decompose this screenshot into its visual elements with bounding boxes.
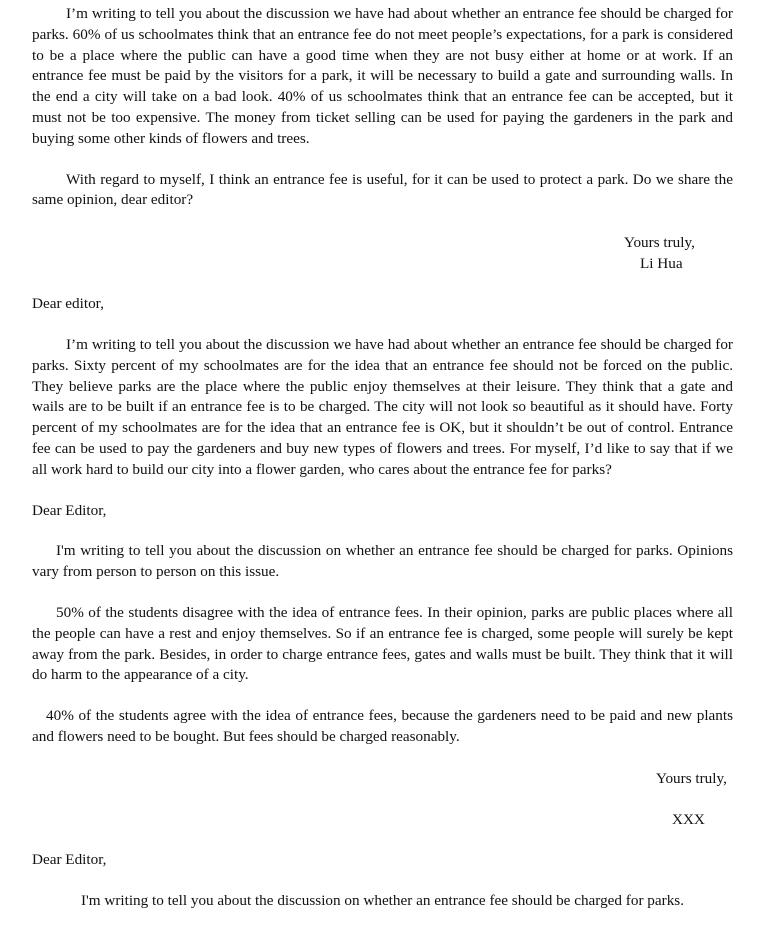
letter1-paragraph-2: With regard to myself, I think an entrance fee is useful, for it can be used to protect a park. Do we share the same opinion, dear editor? [32,170,733,209]
letter3-paragraph-2: 50% of the students disagree with the idea of entrance fees. In their opinion, parks are public places where all the people can have a rest and enjoy themselves. So if an entrance fee is charged, some people will surely be kept away from the park. Besides, in order to charge entrance fees, gates and walls must be built. They think that it will do harm to the appearance of a city. [32,603,733,684]
letter3-paragraph-3: 40% of the students agree with the idea of entrance fees, because the gardeners need to be paid and new plants and flowers need to be bought. But fees should be charged reasonably. [32,707,733,745]
document-body [32,4,733,927]
letter2-paragraph-1: I’m writing to tell you about the discussion we have had about whether an entrance fee should be charged for parks. Sixty percent of my schoolmates are for the idea that an entrance fee should not be forced on the public. They believe parks are the place where the public enjoy themselves at their leisure. They think that a gate and wails are to be built if an entrance fee is to be charged. The city will not look so beautiful as it should have. Forty percent of my schoolmates are for the idea that an entrance fee is OK, but it shouldn’t be out of control. Entrance fee can be used to pay the gardeners and buy new types of flowers and trees. For myself, I’d like to say that if we all work hard to build our city into a flower garden, who cares about the entrance fee for parks? [32,335,733,478]
letter3-closing: Yours truly, [656,769,727,787]
letter2-salutation: Dear editor, [32,295,104,313]
letter1-closing: Yours truly, [624,234,695,252]
letter3-signature: XXX [672,810,705,828]
letter3-salutation: Dear Editor, [32,501,107,519]
letter1-paragraph-1: I’m writing to tell you about the discussion we have had about whether an entrance fee should be charged for parks. 60% of us schoolmates think that an entrance fee do not meet people’s expectations, for a park is considered to be a place where the public can have a good time when they are not busy either at home or at work. If an entrance fee must be paid by the visitors for a park, it will be necessary to build a gate and surrounding walls. In the end a city will take on a bad look. 40% of us schoolmates think that an entrance fee can be accepted, but it must not be too expensive. The money from ticket selling can be used for paying the gardeners in the park and buying some other kinds of flowers and trees. [32,5,733,147]
letter4-salutation: Dear Editor, [32,850,107,868]
letter1-signature: Li Hua [640,255,683,273]
letter1-signoff [32,232,733,274]
letter3-paragraph-1: I'm writing to tell you about the discussion on whether an entrance fee should be charged for parks. Opinions vary from person to person on this issue. [32,542,733,581]
letter3-signoff [32,768,733,830]
letter4-paragraph-1: I'm writing to tell you about the discussion on whether an entrance fee should be charged for parks. [80,891,685,909]
